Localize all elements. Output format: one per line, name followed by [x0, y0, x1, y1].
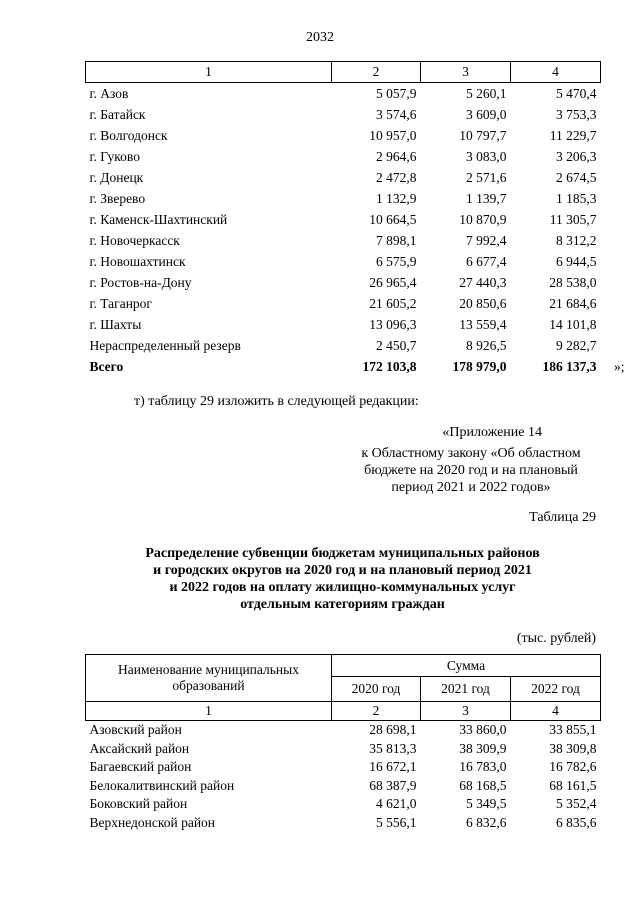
row-name: г. Донецк [89, 169, 144, 185]
header-col-2: 2 [332, 62, 421, 83]
value-2020: 4 621,0 [376, 796, 417, 812]
value-2021: 1 139,7 [466, 190, 507, 206]
row-name: г. Азов [89, 85, 129, 101]
value-2021: 13 559,4 [459, 316, 507, 332]
table-row [86, 209, 601, 230]
value-2021: 10 870,9 [459, 211, 507, 227]
value-2020: 35 813,3 [369, 740, 417, 756]
heading-line-4: отдельным категориям граждан [240, 597, 445, 612]
num-col-1: 1 [86, 702, 332, 721]
value-2022: 2 674,5 [556, 169, 597, 185]
annex-reference [340, 424, 602, 496]
row-name: Боковский район [89, 796, 188, 812]
num-col-4: 4 [511, 702, 601, 721]
value-2020: 2 450,7 [376, 337, 417, 353]
annex-line-1: к Областному закону «Об областном [361, 446, 581, 461]
value-2022: 68 161,5 [549, 777, 597, 793]
closing-quote: »; [613, 358, 625, 374]
table-row [86, 314, 601, 335]
value-2021: 6 832,6 [466, 814, 507, 830]
value-2021: 3 609,0 [466, 106, 507, 122]
value-2021: 38 309,9 [459, 740, 507, 756]
value-2020: 5 556,1 [376, 814, 417, 830]
value-2020: 16 672,1 [369, 759, 417, 775]
table-heading [85, 545, 600, 613]
row-name: г. Батайск [89, 106, 146, 122]
value-2022: 5 352,4 [556, 796, 597, 812]
total-2022-cell [511, 356, 625, 377]
value-2022: 11 229,7 [549, 127, 597, 143]
row-name: Багаевский район [89, 759, 192, 775]
heading-line-1: Распределение субвенции бюджетам муниципальных районов [145, 546, 540, 561]
row-name: г. Таганрог [89, 295, 152, 311]
row-name: Верхнедонской район [89, 814, 216, 830]
table-row [86, 795, 601, 814]
value-2022: 14 101,8 [549, 316, 597, 332]
value-2020: 7 898,1 [376, 232, 417, 248]
table-row [86, 104, 601, 125]
value-2022: 16 782,6 [549, 759, 597, 775]
value-2020: 2 964,6 [376, 148, 417, 164]
num-col-3: 3 [421, 702, 511, 721]
row-name: Аксайский район [89, 740, 190, 756]
value-2022: 28 538,0 [549, 274, 597, 290]
header-row-1 [86, 655, 601, 677]
table-row [86, 293, 601, 314]
value-2022: 9 282,7 [556, 337, 597, 353]
heading-line-2: и городских округов на 2020 год и на плановый период 2021 [153, 563, 532, 578]
value-2021: 5 349,5 [466, 796, 507, 812]
value-2021: 16 783,0 [459, 759, 507, 775]
table-row [86, 125, 601, 146]
value-2022: 3 206,3 [556, 148, 597, 164]
value-2021: 8 926,5 [466, 337, 507, 353]
row-name: г. Новошахтинск [89, 253, 186, 269]
row-name: Нераспределенный резерв [89, 337, 241, 353]
table-row [86, 721, 601, 740]
value-2020: 2 472,8 [376, 169, 417, 185]
table-row [86, 740, 601, 759]
value-2022: 3 753,3 [556, 106, 597, 122]
value-2022: 6 835,6 [556, 814, 597, 830]
value-2022: 33 855,1 [549, 722, 597, 738]
value-2022: 1 185,3 [556, 190, 597, 206]
table-row [86, 230, 601, 251]
total-2020: 172 103,8 [362, 358, 417, 374]
row-name: г. Волгодонск [89, 127, 168, 143]
value-2022: 8 312,2 [556, 232, 597, 248]
annex-title: «Приложение 14 [442, 425, 542, 440]
amendment-paragraph: т) таблицу 29 изложить в следующей редакции: [134, 394, 419, 409]
table-row [86, 758, 601, 777]
year-2022-header: 2022 год [511, 677, 601, 702]
value-2021: 33 860,0 [459, 722, 507, 738]
numbering-row [86, 702, 601, 721]
value-2021: 20 850,6 [459, 295, 507, 311]
row-name: г. Новочеркасск [89, 232, 180, 248]
year-2020-header: 2020 год [332, 677, 421, 702]
value-2021: 7 992,4 [466, 232, 507, 248]
value-2021: 5 260,1 [466, 85, 507, 101]
value-2022: 5 470,4 [556, 85, 597, 101]
table-row [86, 272, 601, 293]
value-2020: 10 957,0 [369, 127, 417, 143]
num-col-2: 2 [332, 702, 421, 721]
total-2022: 186 137,3 [542, 358, 597, 374]
row-name: Белокалитвинский район [89, 777, 235, 793]
value-2021: 10 797,7 [459, 127, 507, 143]
value-2020: 3 574,6 [376, 106, 417, 122]
page-number: 2032 [306, 30, 334, 45]
value-2020: 26 965,4 [369, 274, 417, 290]
total-label: Всего [89, 358, 124, 374]
table-districts [85, 654, 601, 832]
row-name: г. Ростов-на-Дону [89, 274, 192, 290]
value-2020: 13 096,3 [369, 316, 417, 332]
row-name: г. Шахты [89, 316, 142, 332]
table-row [86, 188, 601, 209]
header-col-3: 3 [421, 62, 511, 83]
heading-line-3: и 2022 годов на оплату жилищно-коммунальных услуг [169, 580, 516, 595]
value-2021: 27 440,3 [459, 274, 507, 290]
value-2020: 68 387,9 [369, 777, 417, 793]
col-name-header: Наименование муниципальных образований [86, 655, 332, 702]
row-name: Азовский район [89, 722, 182, 738]
row-name: г. Гуково [89, 148, 140, 164]
value-2021: 3 083,0 [466, 148, 507, 164]
annex-line-2: бюджете на 2020 год и на плановый [364, 463, 578, 478]
value-2021: 2 571,6 [466, 169, 507, 185]
table-row [86, 167, 601, 188]
table-header-row [86, 62, 601, 83]
value-2020: 28 698,1 [369, 722, 417, 738]
header-col-1: 1 [86, 62, 332, 83]
units-label: (тыс. рублей) [516, 631, 596, 646]
annex-line-3: период 2021 и 2022 годов» [391, 480, 551, 495]
table-label: Таблица 29 [529, 510, 596, 525]
row-name: г. Зверево [89, 190, 146, 206]
total-row [86, 356, 601, 377]
table-row [86, 83, 601, 105]
value-2022: 38 309,8 [549, 740, 597, 756]
total-2021: 178 979,0 [452, 358, 507, 374]
year-2021-header: 2021 год [421, 677, 511, 702]
value-2021: 68 168,5 [459, 777, 507, 793]
header-col-4: 4 [511, 62, 601, 83]
table-row [86, 251, 601, 272]
table-row [86, 335, 601, 356]
sum-header: Сумма [332, 655, 601, 677]
value-2022: 21 684,6 [549, 295, 597, 311]
table-cities [85, 61, 625, 377]
value-2020: 1 132,9 [376, 190, 417, 206]
table-row [86, 777, 601, 796]
value-2021: 6 677,4 [466, 253, 507, 269]
value-2020: 21 605,2 [369, 295, 417, 311]
value-2022: 11 305,7 [549, 211, 597, 227]
value-2020: 6 575,9 [376, 253, 417, 269]
value-2020: 5 057,9 [376, 85, 417, 101]
row-name: г. Каменск-Шахтинский [89, 211, 228, 227]
value-2020: 10 664,5 [369, 211, 417, 227]
table-row [86, 814, 601, 833]
value-2022: 6 944,5 [556, 253, 597, 269]
table-row [86, 146, 601, 167]
